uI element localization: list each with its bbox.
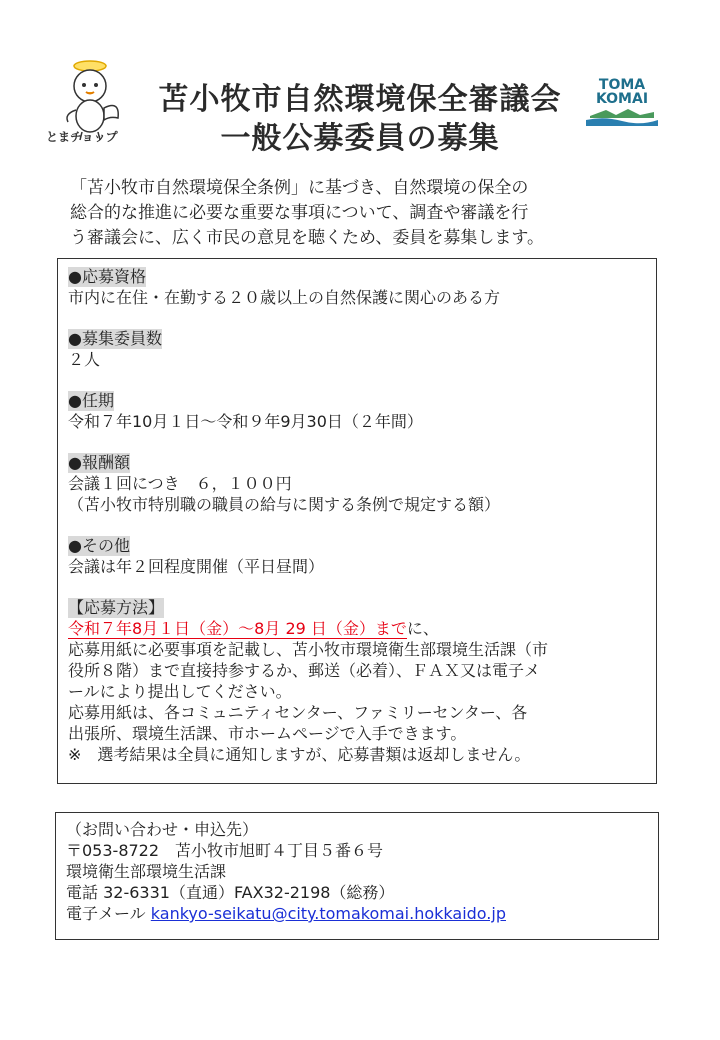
- section-heading-qualification: ●応募資格: [68, 267, 146, 286]
- method-text: 応募用紙に必要事項を記載し、苫小牧市環境衛生部環境生活課（市: [68, 640, 549, 659]
- logo-text-line2: KOMAI: [595, 91, 649, 107]
- contact-box: [55, 812, 659, 940]
- reward-note: （苫小牧市特別職の職員の給与に関する条例で規定する額）: [68, 495, 501, 514]
- logo-wave-icon: [584, 106, 660, 132]
- page-title: 苫小牧市自然環境保全審議会: [158, 82, 562, 117]
- intro-line: 総合的な推進に必要な重要な事項について、調査や審議を行: [70, 203, 529, 223]
- recruitment-details-box: [57, 258, 657, 784]
- intro-line: う審議会に、広く市民の意見を聴くため、委員を募集します。: [70, 228, 544, 248]
- contact-phone: 電話 32-6331（直通）FAX32-2198（総務）: [66, 883, 395, 902]
- application-period: [68, 618, 646, 639]
- qualification-text: 市内に在住・在勤する２０歳以上の自然保護に関心のある方: [68, 288, 501, 307]
- method-note: ※ 選考結果は全員に通知しますが、応募書類は返却しません。: [68, 745, 531, 764]
- count-text: ２人: [68, 350, 101, 369]
- intro-line: 「苫小牧市自然環境保全条例」に基づき、自然環境の保全の: [70, 178, 529, 198]
- section-heading-reward: ●報酬額: [68, 453, 130, 472]
- method-text: 役所８階）まで直接持参するか、郵送（必着）、ＦＡＸ又は電子メ: [68, 661, 541, 680]
- section-heading-count: ●募集委員数: [68, 329, 162, 348]
- contact-heading: （お問い合わせ・申込先）: [66, 820, 259, 839]
- contact-department: 環境衛生部環境生活課: [66, 862, 227, 881]
- email-label: 電子メール: [66, 904, 151, 923]
- email-link[interactable]: kankyo-seikatu@city.tomakomai.hokkaido.jp: [150, 904, 506, 923]
- term-text: 令和７年10月１日〜令和９年9月30日（２年間）: [68, 412, 423, 431]
- reward-text: 会議１回につき ６，１００円: [68, 474, 292, 493]
- contact-address: 〒053-8722 苫小牧市旭町４丁目５番６号: [66, 841, 384, 860]
- logo-text-line1: TOMA: [598, 77, 646, 93]
- application-period-suffix: に、: [406, 619, 439, 638]
- method-text: 出張所、環境生活課、市ホームページで入手できます。: [68, 724, 467, 743]
- section-heading-other: ●その他: [68, 536, 130, 555]
- mascot-label: とまチョップ: [46, 130, 118, 144]
- other-text: 会議は年２回程度開催（平日昼間）: [68, 557, 325, 576]
- contact-email-row: [66, 903, 648, 924]
- city-logo: [584, 78, 660, 140]
- section-heading-term: ●任期: [68, 391, 114, 410]
- method-text: ールにより提出してください。: [68, 682, 292, 701]
- intro-paragraph: [70, 176, 670, 251]
- page-subtitle: 一般公募委員の募集: [220, 121, 500, 156]
- method-text: 応募用紙は、各コミュニティセンター、ファミリーセンター、各: [68, 703, 528, 722]
- section-heading-method: 【応募方法】: [68, 598, 165, 617]
- application-period-dates: 令和７年8月１日（金）〜8月 29 日（金）まで: [68, 619, 407, 638]
